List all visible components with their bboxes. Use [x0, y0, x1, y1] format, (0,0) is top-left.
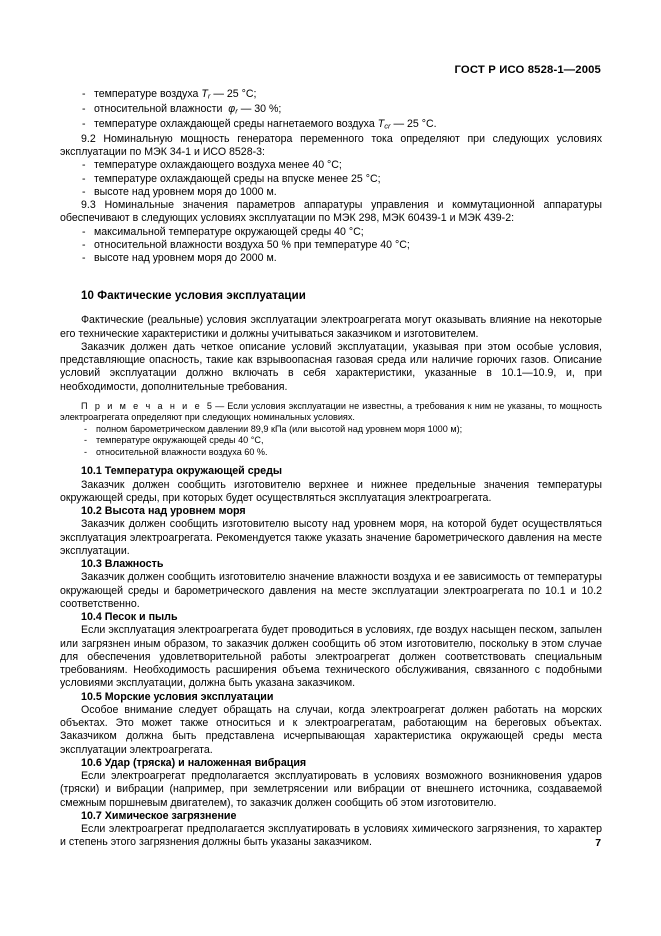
note-list-item — [60, 447, 602, 459]
document-body — [60, 88, 602, 850]
note-label: П р и м е ч а н и е — [81, 400, 207, 411]
dash-bullet-icon: - — [84, 446, 88, 457]
spacer — [60, 265, 602, 289]
list-item-text: температуре охлаждающего воздуха менее 40 °C; — [94, 159, 342, 172]
list-item-text: относительной влажности воздуха 50 % при температуре 40 °C; — [94, 238, 410, 251]
list-item-text: максимальной температуре окружающей среды 40 °C; — [94, 225, 364, 238]
spacer — [60, 303, 602, 314]
note-list-item — [60, 435, 602, 447]
list-item — [60, 252, 602, 265]
dash-bullet-icon: - — [82, 185, 86, 198]
note-text: 5 — Если условия эксплуатации не известны, а требования к ним не указаны, то мощность электроагрегата определяют при следующих номинальных условиях. — [60, 400, 602, 423]
dash-bullet-icon: - — [84, 423, 88, 434]
dash-bullet-icon: - — [82, 159, 86, 172]
subsection-body-10-3: Заказчик должен сообщить изготовителю значение влажности воздуха и ее зависимость от температуры окружающей среды и барометрического давления на месте эксплуатации электроагрегата по 10.1 и 10.2 соответственно. — [60, 571, 602, 610]
list-item — [60, 186, 602, 199]
clause-9-3-paragraph: 9.3 Номинальные значения параметров аппаратуры управления и коммутационной аппаратуры обеспечивают в следующих условиях эксплуатации по МЭК 298, МЭК 60439-1 и МЭК 439-2: — [60, 199, 602, 225]
list-item — [60, 159, 602, 172]
section-10-paragraph-2: Заказчик должен дать четкое описание условий эксплуатации, указывая при этом особые условия, представляющие опасность, такие как взрывоопасная газовая среда или наличие горючих газов. Описание условий эксплуатации должно включать в себя характеристики, указанные в 10.1—10.9, и, при необходимости, дополнительные требования. — [60, 340, 602, 393]
section-heading-10: 10 Фактические условия эксплуатации — [81, 290, 306, 303]
dash-bullet-icon: - — [82, 225, 86, 238]
clause-9-2-paragraph: 9.2 Номинальную мощность генератора переменного тока определяют при следующих условиях эксплуатации по МЭК 34-1 и ИСО 8528-3: — [60, 132, 602, 159]
list-item — [60, 88, 602, 103]
dash-bullet-icon: - — [82, 117, 86, 130]
dash-bullet-icon: - — [82, 102, 86, 115]
page-number: 7 — [595, 838, 601, 849]
list-item — [60, 226, 602, 239]
list-item-text: относительной влажности $\varphi_r$ — 30 %; — [94, 102, 282, 116]
spacer — [60, 394, 602, 401]
dash-bullet-icon: - — [82, 88, 86, 100]
list-item — [60, 103, 602, 118]
list-item-text: высоте над уровнем моря до 1000 м. — [94, 185, 277, 198]
note-list-item-text: относительной влажности воздуха 60 %. — [96, 446, 268, 457]
subsection-body-10-1: Заказчик должен сообщить изготовителю верхнее и нижнее предельные значения температуры окружающей среды, при которых будет осуществляться эксплуатация электроагрегата. — [60, 478, 602, 504]
note-paragraph — [60, 401, 602, 424]
subsection-heading-10-7: 10.7 Химическое загрязнение — [81, 809, 237, 822]
list-item — [60, 239, 602, 252]
subsection-body-10-4: Если эксплуатация электроагрегата будет проводиться в условиях, где воздух насыщен песком, запылен или загрязнен иным образом, то заказчик должен сообщить об этом изготовителю, поскольку в этом случае для обеспечения удовлетворительной работы электроагрегат должен соответствовать специальным требованиям. Необходимость расширения объема технического обслуживания, связанного с подобными условиями эксплуатации, должна быть указана заказчиком. — [60, 624, 602, 690]
spacer — [60, 458, 602, 465]
subsection-heading-10-4: 10.4 Песок и пыль — [81, 611, 178, 624]
subsection-body-10-5: Особое внимание следует обращать на случаи, когда электроагрегат должен работать на морских объектах. Это может также относиться и к электроагрегатам, работающим на береговых объектах. Заказчиком должна быть представлена исчерпывающая характеристика окружающей среды места эксплуатации электроагрегата. — [60, 703, 602, 756]
subsection-heading-10-5: 10.5 Морские условия эксплуатации — [81, 690, 274, 703]
list-item-text: температуре охлаждающей среды нагнетаемого воздуха $T_{cr}$ — 25 °C. — [94, 117, 437, 131]
list-item — [60, 118, 602, 133]
dash-bullet-icon: - — [82, 252, 86, 265]
note-list-item-text: температуре окружающей среды 40 °C, — [96, 435, 264, 446]
note-list-item — [60, 424, 602, 436]
subsection-heading-10-3: 10.3 Влажность — [81, 558, 164, 571]
list-item-text: температуре охлаждающей среды на впуске менее 25 °C; — [94, 172, 381, 185]
page-header-standard-number: ГОСТ Р ИСО 8528-1—2005 — [454, 64, 601, 76]
dash-bullet-icon: - — [82, 172, 86, 185]
subsection-body-10-6: Если электроагрегат предполагается эксплуатировать в условиях возможного возникновения ударов (тряски) и вибрации (например, при землетрясении или вибрации от внешнего источника, создаваемой смежным поршневым двигателем), то заказчик должен сообщить об этом изготовителю. — [60, 770, 602, 809]
list-item-text: температуре воздуха $T_r$ — 25 °C; — [94, 88, 257, 101]
subsection-heading-10-2: 10.2 Высота над уровнем моря — [81, 505, 246, 518]
list-item-text: высоте над уровнем моря до 2000 м. — [94, 252, 277, 265]
note-list-item-text: полном барометрическом давлении 89,9 кПа (или высотой над уровнем моря 1000 м); — [96, 423, 463, 434]
section-10-paragraph-1: Фактические (реальные) условия эксплуатации электроагрегата могут оказывать влияние на некоторые его технические характеристики и должны учитываться заказчиком и изготовителем. — [60, 314, 602, 340]
dash-bullet-icon: - — [82, 238, 86, 251]
list-item — [60, 173, 602, 186]
subsection-body-10-7: Если электроагрегат предполагается эксплуатировать в условиях химического загрязнения, то характер и степень этого загрязнения должны быть указаны заказчиком. — [60, 823, 602, 849]
subsection-heading-10-1: 10.1 Температура окружающей среды — [81, 465, 283, 478]
dash-bullet-icon: - — [84, 435, 88, 446]
subsection-heading-10-6: 10.6 Удар (тряска) и наложенная вибрация — [81, 756, 307, 769]
subsection-body-10-2: Заказчик должен сообщить изготовителю высоту над уровнем моря, на которой будет осуществляться эксплуатация электроагрегата. Рекомендуется также указать значение барометрического давления на месте эксплуатации. — [60, 518, 602, 557]
